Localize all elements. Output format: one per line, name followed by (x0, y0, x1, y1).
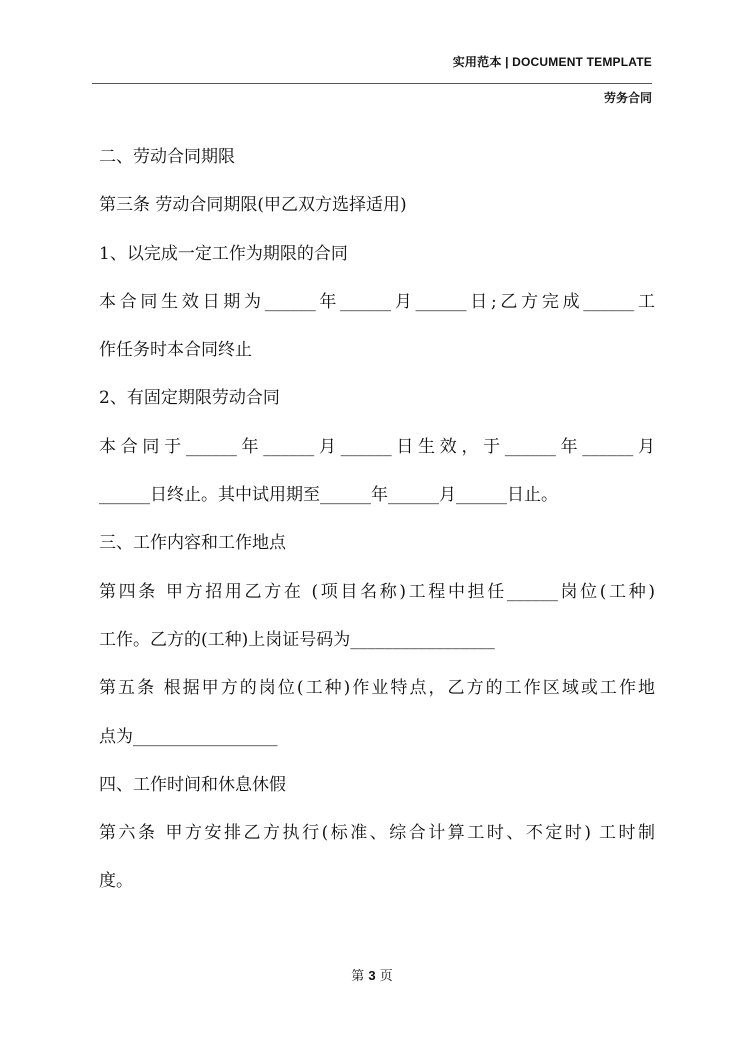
header-divider (92, 83, 652, 84)
article-title: 第三条 劳动合同期限(甲乙双方选择适用) (99, 195, 407, 216)
article-title: 第四条 甲方招用乙方在 (项目名称)工程中担任______岗位(工种) (99, 581, 655, 602)
paragraph-line: 本合同生效日期为______年______月______日;乙方完成______工 (99, 291, 655, 312)
paragraph-line: 度。 (99, 871, 133, 892)
section-heading: 三、工作内容和工作地点 (99, 533, 286, 554)
clause-item: 1、以完成一定工作为期限的合同 (99, 243, 348, 264)
section-heading: 二、劳动合同期限 (99, 147, 235, 167)
article-title: 第六条 甲方安排乙方执行(标准、综合计算工时、不定时) 工时制 (99, 823, 655, 844)
paragraph-line: 点为_________________ (99, 726, 278, 747)
paragraph-line: 作任务时本合同终止 (99, 340, 252, 361)
header-title: 实用范本 | DOCUMENT TEMPLATE (452, 55, 652, 69)
page-label-suffix: 页 (379, 969, 393, 984)
article-title: 第五条 根据甲方的岗位(工种)作业特点，乙方的工作区域或工作地 (99, 678, 655, 699)
page-footer (0, 965, 744, 984)
header-doc-type: 劳务合同 (603, 91, 652, 105)
paragraph-line: ______日终止。其中试用期至______年______月______日止。 (99, 485, 558, 506)
section-heading: 四、工作时间和休息休假 (99, 774, 286, 795)
document-body (99, 133, 655, 906)
clause-item: 2、有固定期限劳动合同 (99, 388, 280, 409)
paragraph-line: 本合同于______年______月______日生效，于______年______月 (99, 436, 655, 457)
page-label-prefix: 第 (351, 969, 365, 984)
page-number: 3 (368, 968, 376, 983)
paragraph-line: 工作。乙方的(工种)上岗证号码为_________________ (99, 629, 495, 650)
